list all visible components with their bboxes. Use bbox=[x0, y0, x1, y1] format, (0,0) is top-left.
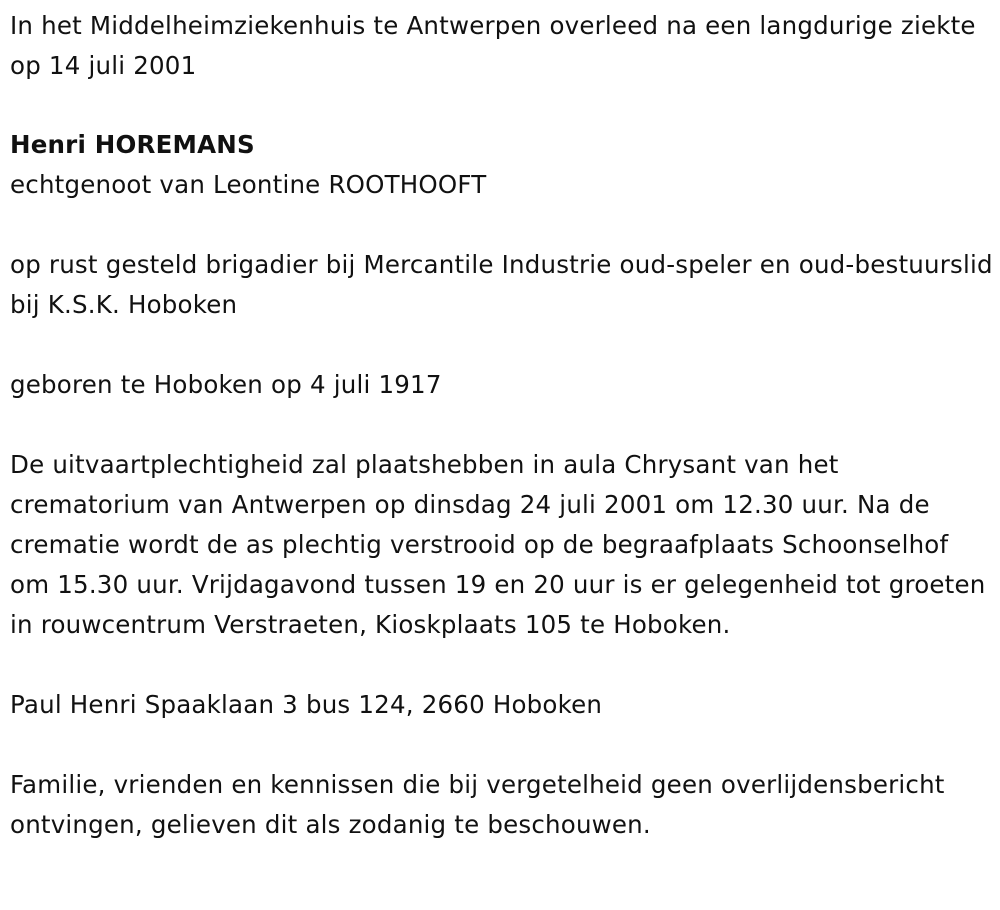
birth-text: geboren te Hoboken op 4 juli 1917 bbox=[10, 370, 442, 399]
funeral-text: De uitvaartplechtigheid zal plaatshebben in aula Chrysant van het crematorium van Antwerpen op dinsdag 24 juli 2001 om 12.30 uur. Na de crematie wordt de as plechtig verstrooid op de begraafplaats Schoonselhof om 15.30 uur. Vrijdagavond tussen 19 en 20 uur is er gelegenheid tot groeten in rouwcentrum Verstraeten, Kioskplaats 105 te Hoboken. bbox=[10, 450, 986, 639]
career-text: op rust gesteld brigadier bij Mercantile Industrie oud-speler en oud-bestuurslid bij K.S.K. Hoboken bbox=[10, 250, 993, 319]
closing-text: Familie, vrienden en kennissen die bij vergetelheid geen overlijdensbericht ontvingen, gelieven dit als zodanig te beschouwen. bbox=[10, 770, 945, 839]
deceased-name: Henri HOREMANS bbox=[10, 130, 255, 159]
address-text: Paul Henri Spaaklaan 3 bus 124, 2660 Hoboken bbox=[10, 690, 603, 719]
obituary-notice bbox=[10, 6, 995, 845]
intro-text: In het Middelheimziekenhuis te Antwerpen overleed na een langdurige ziekte op 14 juli 2001 bbox=[10, 11, 976, 80]
spouse-text: echtgenoot van Leontine ROOTHOOFT bbox=[10, 170, 487, 199]
